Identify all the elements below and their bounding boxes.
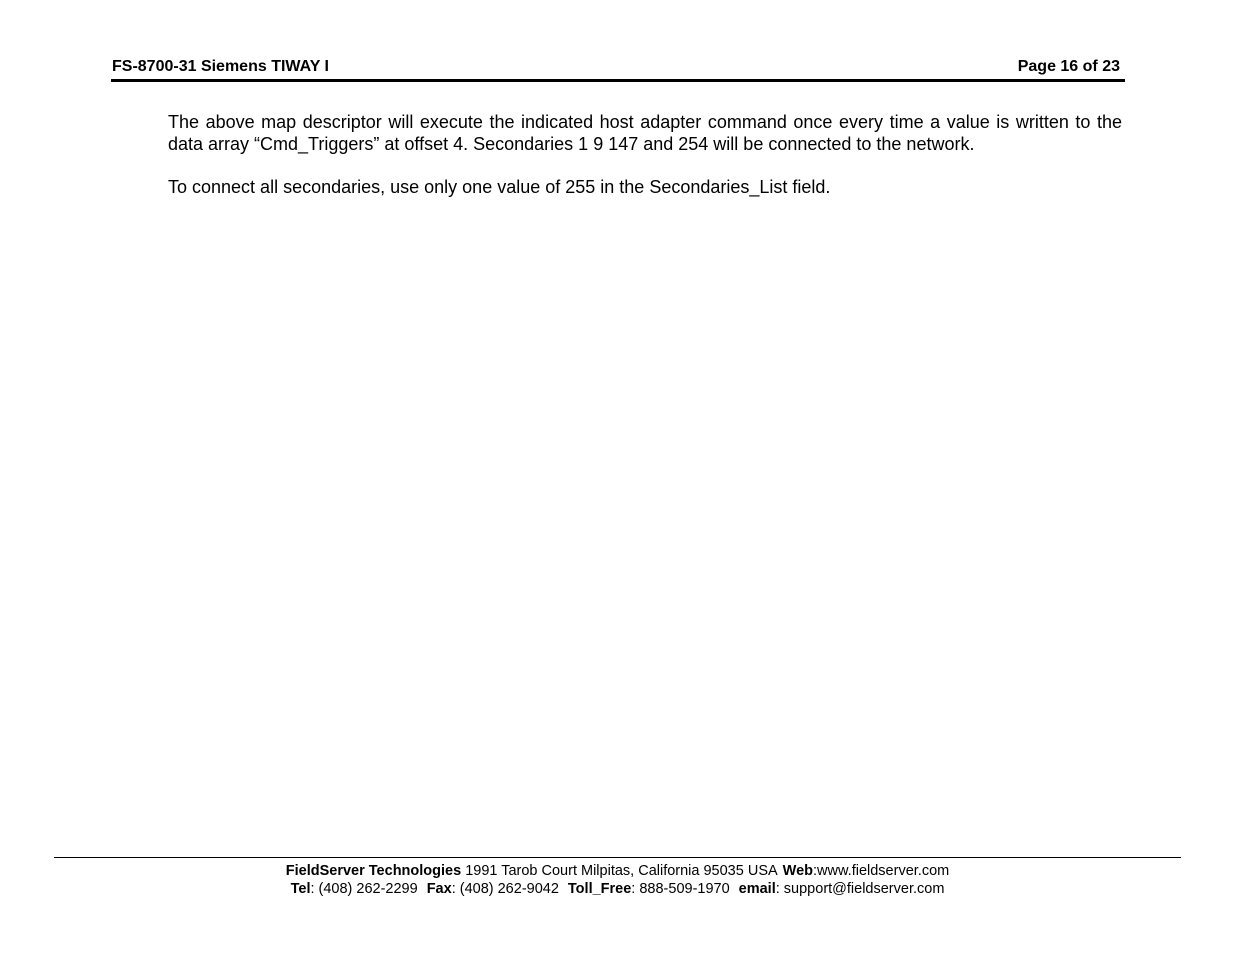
document-title: FS-8700-31 Siemens TIWAY I: [112, 58, 329, 75]
footer-company: FieldServer Technologies: [285, 863, 462, 879]
page-header: [111, 57, 1125, 82]
footer-fax-label: Fax: [426, 881, 452, 897]
page-footer: [54, 862, 1181, 898]
page-number: Page 16 of 23: [1017, 58, 1120, 75]
document-body: [168, 111, 1122, 219]
body-paragraph-2: To connect all secondaries, use only one value of 255 in the Secondaries_List field.: [168, 177, 831, 197]
footer-line-1: [54, 862, 1181, 880]
footer-tollfree-label: Toll_Free: [567, 881, 632, 897]
footer-web-label: Web: [782, 863, 814, 879]
footer-web-value: :www.fieldserver.com: [813, 863, 950, 879]
footer-tel-label: Tel: [290, 881, 311, 897]
footer-divider: [54, 857, 1181, 858]
footer-tel-value: : (408) 262-2299: [310, 881, 418, 897]
footer-fax-value: : (408) 262-9042: [451, 881, 559, 897]
body-paragraph-1: The above map descriptor will execute the indicated host adapter command once every time a value is written to the data array “Cmd_Triggers” at offset 4. Secondaries 1 9 147 and 254 will be connected to the network.: [168, 112, 1122, 154]
footer-email-label: email: [738, 881, 776, 897]
footer-line-2: [54, 880, 1181, 898]
footer-address: 1991 Tarob Court Milpitas, California 95035 USA: [461, 863, 778, 879]
footer-email-value: : support@fieldserver.com: [775, 881, 945, 897]
footer-tollfree-value: : 888-509-1970: [631, 881, 730, 897]
